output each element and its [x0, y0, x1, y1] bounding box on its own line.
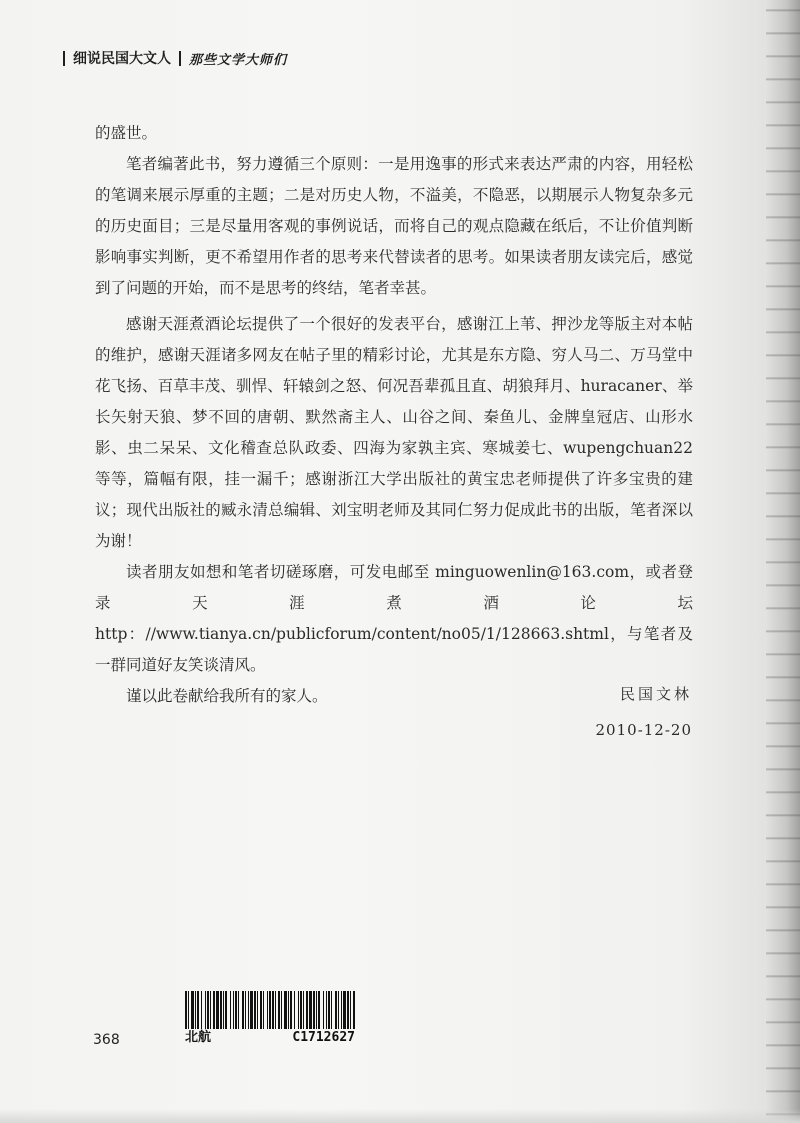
- barcode-bar: [201, 991, 202, 1029]
- barcode-bar: [188, 991, 189, 1029]
- paragraph-dedication: 谨以此卷献给我所有的家人。: [126, 687, 328, 705]
- book-subtitle: 那些文学大师们: [189, 52, 288, 68]
- barcode-bar: [353, 991, 355, 1029]
- barcode-bar: [207, 991, 209, 1029]
- barcode-bar: [185, 991, 187, 1029]
- barcode-bar: [328, 991, 330, 1029]
- barcode-bar: [197, 991, 199, 1029]
- barcode-bar: [257, 991, 258, 1029]
- header-divider: [179, 51, 181, 66]
- barcode-bar: [223, 991, 224, 1029]
- barcode-bar: [267, 991, 268, 1029]
- barcode-graphic: [185, 991, 355, 1029]
- barcode-bar: [326, 991, 327, 1029]
- page-number: 368: [93, 1032, 120, 1048]
- barcode-bar: [335, 991, 337, 1029]
- barcode-bar: [205, 991, 206, 1029]
- barcode-bar: [341, 991, 342, 1029]
- barcode-bar: [298, 991, 299, 1029]
- paragraph-continuation: 的盛世。: [95, 124, 158, 142]
- barcode-bar: [254, 991, 256, 1029]
- barcode-bar: [210, 991, 211, 1029]
- barcode-bar: [245, 991, 246, 1029]
- barcode-bar: [216, 991, 219, 1029]
- running-header: [63, 46, 287, 70]
- library-code: C1712627: [292, 1030, 355, 1045]
- body-text: [95, 118, 693, 712]
- barcode-bar: [275, 991, 276, 1029]
- page-edge-shadow: [766, 0, 800, 1123]
- barcode-bar: [323, 991, 324, 1029]
- barcode-bar: [300, 991, 302, 1029]
- paragraph-contact: 读者朋友如想和笔者切磋琢磨，可发电邮至 minguowenlin@163.com，或者登录天涯煮酒论坛 http：//www.tianya.cn/publicforum/content/no05/1/128663.shtml，与笔者及一群同道好友笑谈清风。: [95, 563, 693, 674]
- barcode-bar: [284, 991, 287, 1029]
- barcode-bar: [290, 991, 292, 1029]
- header-divider: [63, 51, 65, 66]
- page-bottom-shadow: [0, 1109, 800, 1123]
- barcode-bar: [260, 991, 262, 1029]
- barcode-bar: [294, 991, 295, 1029]
- barcode-bar: [250, 991, 253, 1029]
- paragraph-acknowledgements: 感谢天涯煮酒论坛提供了一个很好的发表平台，感谢江上苇、押沙龙等版主对本帖的维护，感谢天涯诸多网友在帖子里的精彩讨论，尤其是东方隐、穷人马二、万马堂中花飞扬、百草丰茂、驯悍、轩辕剑之怒、何况吾辈孤且直、胡狼拜月、huracaner、举长矢射天狼、梦不回的唐朝、默然斋主人、山谷之间、秦鱼儿、金牌皇冠店、山形水影、虫二呆呆、文化稽查总队政委、四海为家孰主宾、寒城姜七、wupengchuan22 等等，篇幅有限，挂一漏千；感谢浙江大学出版社的黄宝忠老师提供了许多宝贵的建议；现代出版社的臧永清总编辑、刘宝明老师及其同仁努力促成此书的出版，笔者深以为谢！: [95, 315, 693, 550]
- barcode-bar: [288, 991, 289, 1029]
- barcode-bar: [220, 991, 222, 1029]
- barcode-bar: [350, 991, 351, 1029]
- barcode-bar: [195, 991, 196, 1029]
- barcode-bar: [242, 991, 244, 1029]
- barcode-bar: [316, 991, 317, 1029]
- barcode-bar: [272, 991, 274, 1029]
- barcode-bar: [309, 991, 312, 1029]
- barcode-bar: [233, 991, 234, 1029]
- barcode-bar: [313, 991, 315, 1029]
- barcode-bar: [248, 991, 249, 1029]
- barcode-bar: [213, 991, 215, 1029]
- barcode-bar: [338, 991, 339, 1029]
- barcode-bar: [278, 991, 280, 1029]
- library-name: 北航: [185, 1030, 212, 1045]
- barcode-bar: [230, 991, 231, 1029]
- barcode-bar: [238, 991, 239, 1029]
- barcode-bar: [191, 991, 194, 1029]
- barcode-bar: [281, 991, 282, 1029]
- barcode-bar: [318, 991, 320, 1029]
- barcode-bar: [263, 991, 264, 1029]
- barcode-bar: [269, 991, 271, 1029]
- barcode-bar: [303, 991, 304, 1029]
- paragraph-principles: 笔者编著此书，努力遵循三个原则：一是用逸事的形式来表达严肃的内容，用轻松的笔调来展示厚重的主题；二是对历史人物，不溢美，不隐恶，以期展示人物复杂多元的历史面目；三是尽量用客观的事例说话，而将自己的观点隐藏在纸后，不让价值判断影响事实判断，更不希望用作者的思考来代替读者的思考。如果读者朋友读完后，感觉到了问题的开始，而不是思考的终结，笔者幸甚。: [95, 155, 693, 297]
- barcode-bar: [306, 991, 308, 1029]
- signature-block: [596, 676, 692, 748]
- barcode-bar: [343, 991, 346, 1029]
- book-title: 细说民国大文人: [73, 51, 171, 67]
- barcode-bar: [225, 991, 227, 1029]
- signature-date: 2010-12-20: [595, 721, 692, 739]
- barcode-bar: [235, 991, 237, 1029]
- barcode-bar: [331, 991, 332, 1029]
- signature-author: 民国文林: [619, 685, 692, 703]
- barcode-bar: [347, 991, 349, 1029]
- library-barcode-label: [185, 991, 355, 1046]
